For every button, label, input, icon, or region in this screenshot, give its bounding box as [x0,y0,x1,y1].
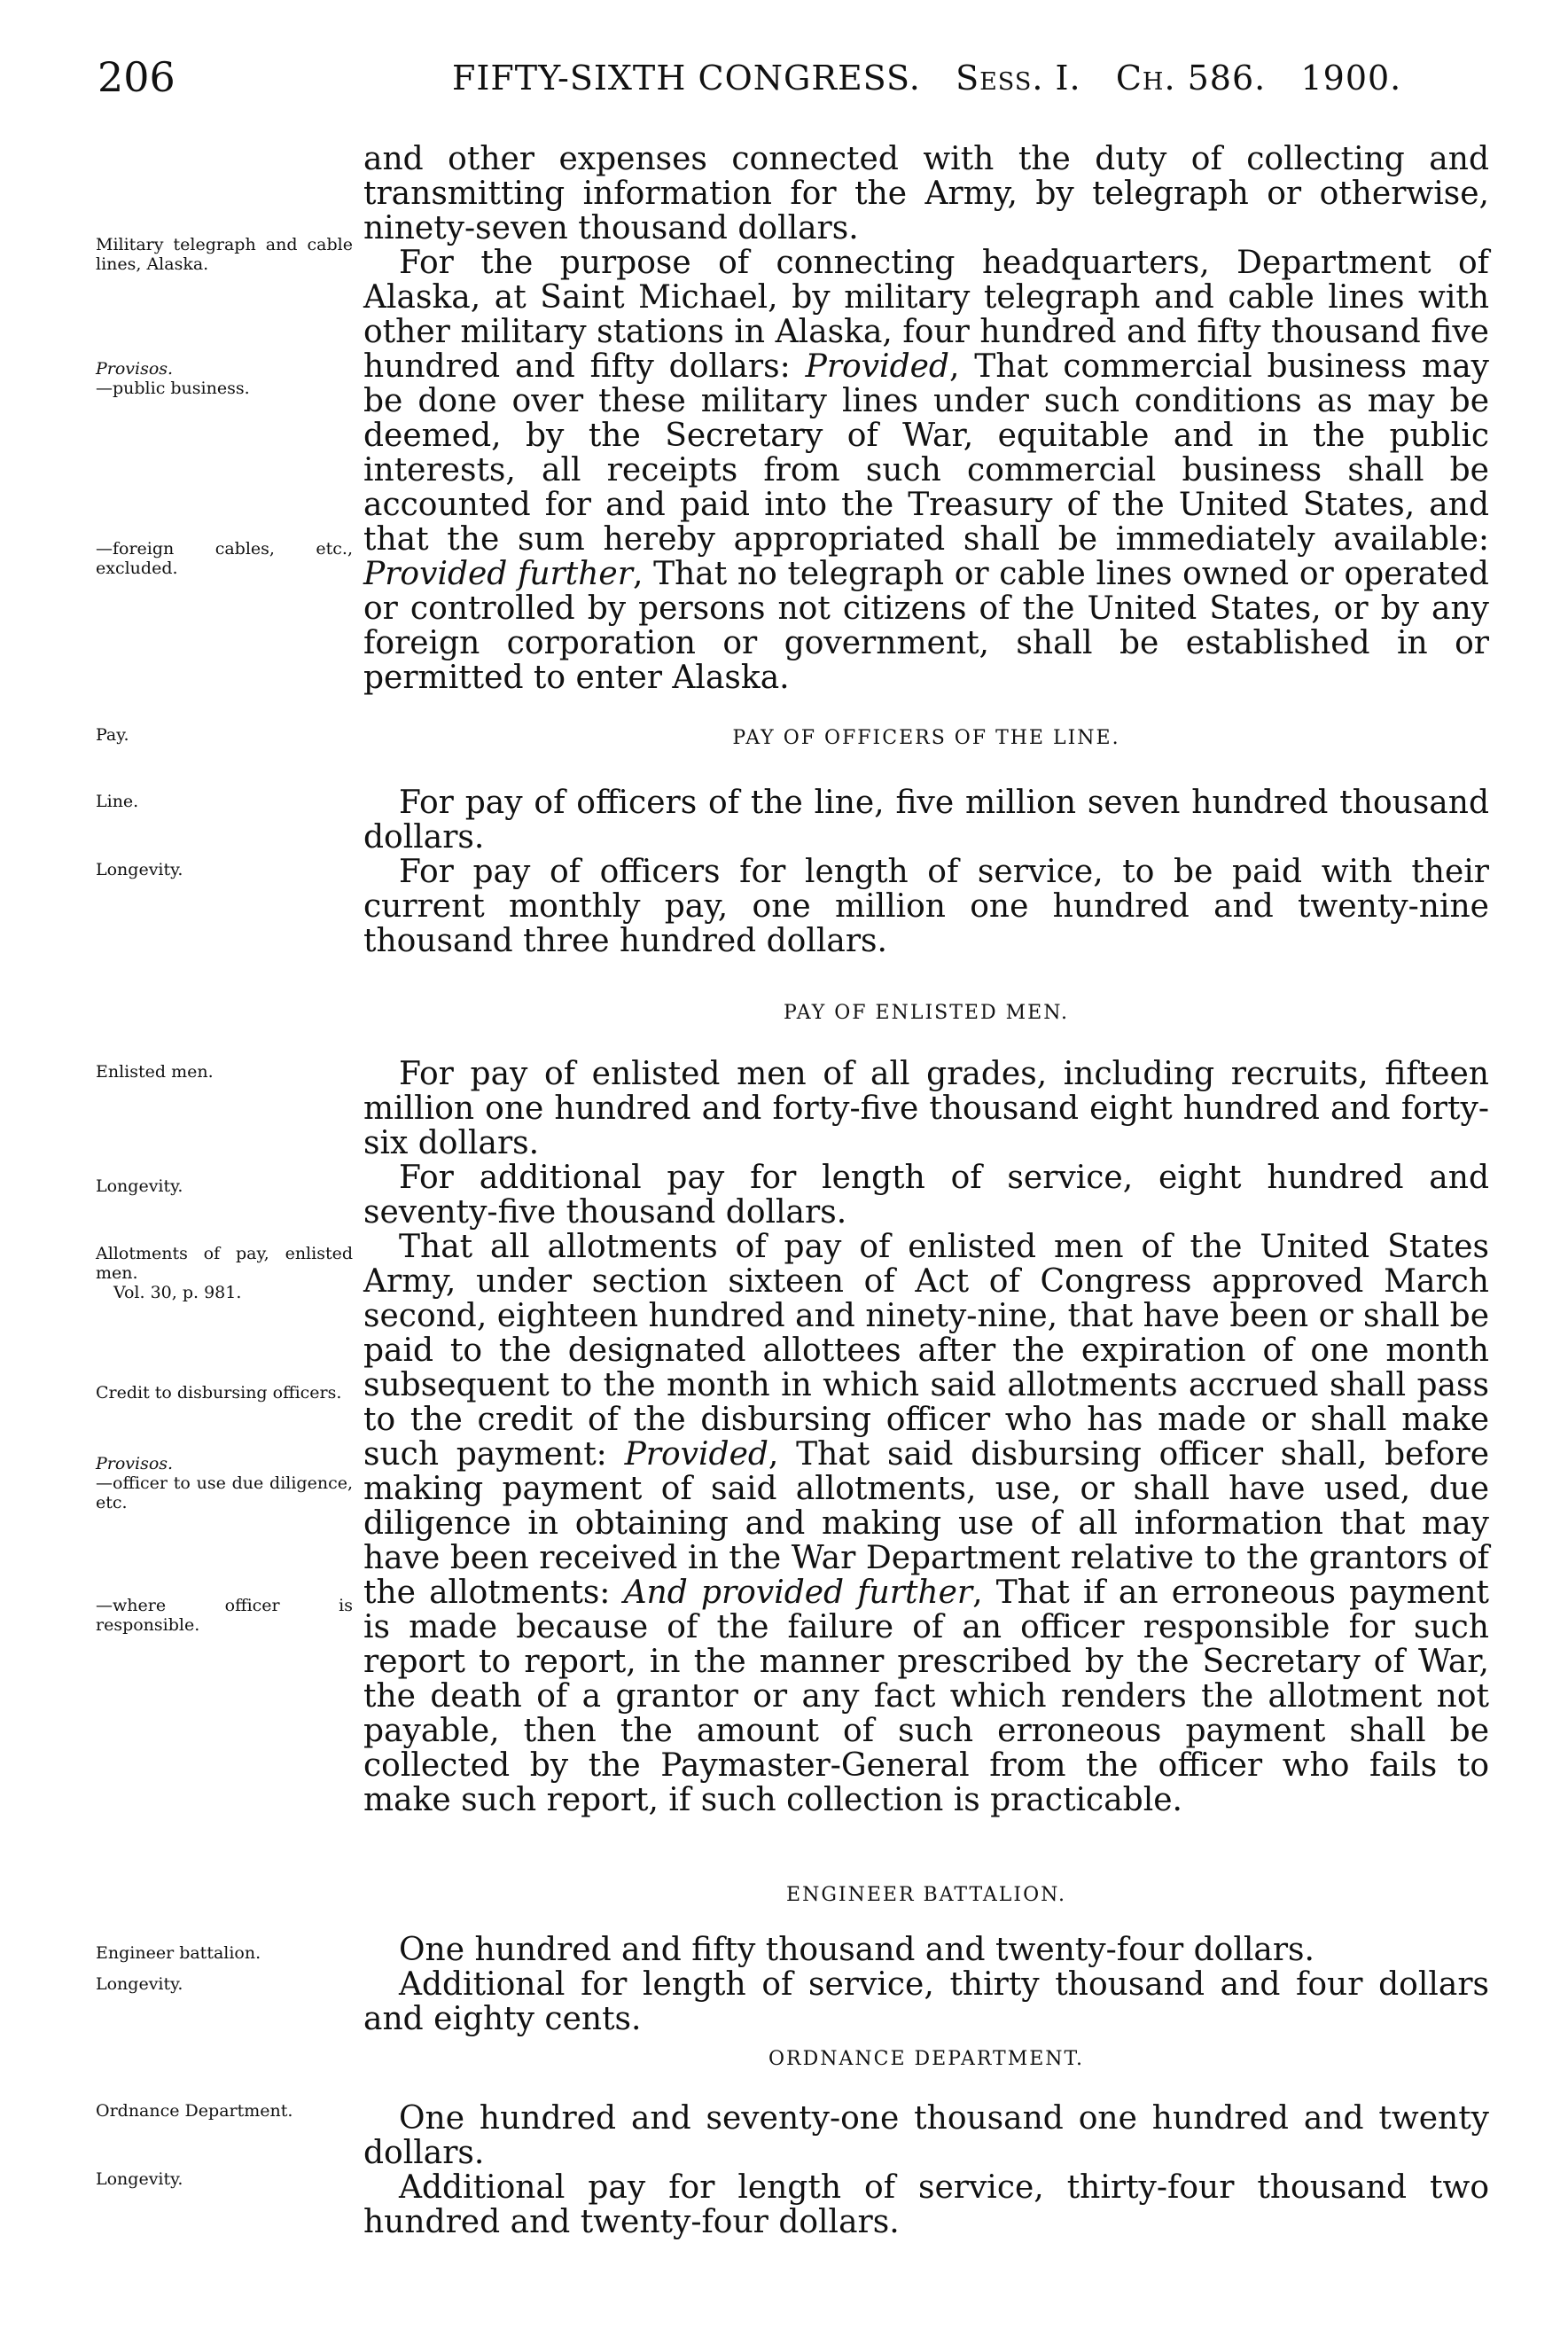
provisos-label: Provisos. [96,1454,174,1473]
margin-note-pay: Pay. [96,725,129,745]
section-heading: ORDNANCE DEPARTMENT. [768,2048,1084,2070]
proviso-term: And provided further [623,1575,973,1611]
proviso-term: Provided further [363,556,633,592]
text-run: That all allotments of pay of enlisted men of the United States Army, under section sixteen of Act of Congress approved March second, eighteen hundred and ninety-nine, that have been or shall be paid to the designated allottees after the expiration of one month subsequent to the month in which said allotments accrued shall pass to the credit of the disbursing officer who has made or shall make such payment: [363,1229,1489,1473]
running-title [452,59,1401,98]
congress-title: FIFTY-SIXTH CONGRESS. [452,59,921,98]
text-run: , That said disbursing officer shall, before making payment of said allotments, use, or shall have used, due diligence in obtaining and making use of all information that may have been received in the War Department relative to the grantors of the allotments: [363,1436,1489,1611]
margin-note-longevity: Longevity. [96,1974,183,1994]
margin-note-public-business: —public business. [96,379,250,398]
margin-note-provisos [96,359,353,379]
margin-note-officer-responsible: —where officer is responsible. [96,1596,353,1635]
margin-note-ordnance: Ordnance Department. [96,2101,293,2121]
paragraph: For additional pay for length of service, eight hundred and seventy-five thousand dollars. [363,1160,1489,1231]
body-section-officers [363,785,1489,958]
margin-note-allotments: Allotments of pay, enlisted men. [96,1244,353,1283]
margin-note-longevity: Longevity. [96,1176,183,1196]
paragraph: One hundred and fifty thousand and twenty-four dollars. [399,1932,1314,1968]
paragraph: For pay of officers of the line, five million seven hundred thousand dollars. [363,785,1489,856]
body-section-ordnance [363,2101,1489,2239]
paragraph: For pay of officers for length of service, to be paid with their current monthly pay, one million one hundred and twenty-nine thousand three hundred dollars. [363,854,1489,959]
proviso-term: Provided [805,348,949,385]
margin-note-vol-ref: Vol. 30, p. 981. [113,1283,242,1302]
paragraph: For pay of enlisted men of all grades, including recruits, fifteen million one hundred and forty-five thousand eight hundred and forty-six dollars. [363,1056,1489,1161]
body-section-engineer [363,1933,1489,2036]
section-heading: ENGINEER BATTALION. [786,1884,1066,1906]
paragraph: One hundred and seventy-one thousand one hundred and twenty dollars. [363,2100,1489,2171]
chapter: Ch. 586. [1115,59,1267,98]
margin-note-enlisted-men: Enlisted men. [96,1062,214,1082]
session: Sess. I. [956,59,1081,98]
paragraph: Additional for length of service, thirty thousand and four dollars and eighty cents. [363,1966,1489,2037]
margin-note-military-telegraph: Military telegraph and cable lines, Alaska. [96,235,353,274]
margin-note-engineer-battalion: Engineer battalion. [96,1943,261,1963]
page-number: 206 [98,53,176,101]
body-section-enlisted [363,1057,1489,1817]
margin-note-credit: Credit to disbursing officers. [96,1383,342,1403]
proviso-term: Provided [624,1436,768,1473]
margin-note-foreign-cables: —foreign cables, etc., excluded. [96,539,353,578]
margin-note-officer-diligence: —officer to use due diligence, etc. [96,1473,353,1512]
margin-note-longevity: Longevity. [96,2169,183,2189]
section-heading: PAY OF OFFICERS OF THE LINE. [732,727,1120,749]
provisos-label: Provisos. [96,359,174,379]
text-run: For the purpose of connecting headquarters, Department of Alaska, at Saint Michael, by military telegraph and cable lines with other military stations in Alaska, four hundred and fifty thousand five hundred and fifty dollars: [363,245,1489,385]
body-section-alaska [363,142,1489,695]
margin-note-provisos [96,1454,353,1473]
section-heading: PAY OF ENLISTED MEN. [783,1002,1070,1024]
year: 1900. [1300,59,1402,98]
text-run: , That if an erroneous payment is made because of the failure of an officer responsible for such report to report, in the manner prescribed by the Secretary of War, the death of a grantor or any fact which renders the allotment not payable, then the amount of such erroneous payment shall be collected by the Paymaster-General from the officer who fails to make such report, if such collection is practicable. [363,1575,1489,1818]
margin-note-longevity: Longevity. [96,860,183,879]
paragraph [363,1230,1489,1817]
text-run: , That no telegraph or cable lines owned or operated or controlled by persons not citizens of the United States, or by any foreign corporation or government, shall be established in or permitted to enter Alaska. [363,556,1489,696]
page-header [98,53,1480,106]
paragraph: Additional pay for length of service, thirty-four thousand two hundred and twenty-four dollars. [363,2169,1489,2240]
paragraph: and other expenses connected with the duty of collecting and transmitting information for the Army, by telegraph or otherwise, ninety-seven thousand dollars. [363,141,1489,246]
text-run: , That commercial business may be done over these military lines under such conditions as may be deemed, by the Secretary of War, equitable and in the public interests, all receipts from such commercial business shall be accounted for and paid into the Treasury of the United States, and that the sum hereby appropriated shall be immediately available: [363,348,1489,558]
margin-note-line: Line. [96,792,139,811]
paragraph [363,246,1489,695]
